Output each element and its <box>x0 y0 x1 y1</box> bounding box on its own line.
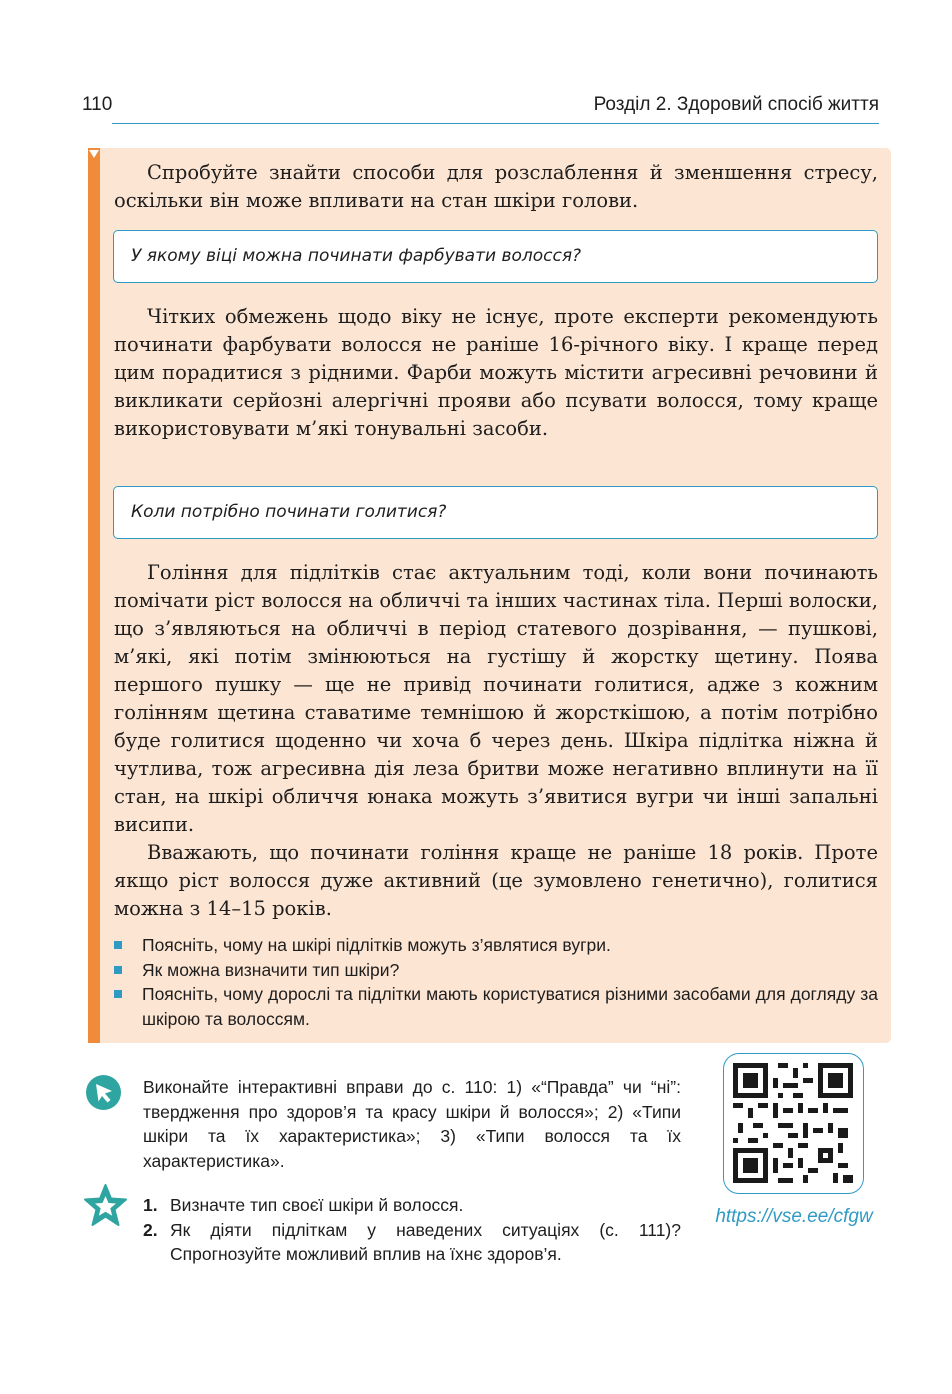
question-1-text: У якому віці можна починати фарбувати волосся? <box>131 246 582 266</box>
task-text: Визначте тип своєї шкіри й волосся. <box>170 1195 464 1215</box>
cursor-icon <box>86 1075 121 1110</box>
interactive-task-text: Виконайте інтерактивні вправи до с. 110: 1) «“Правда” чи “ні”: твердження про здоров’я та красу шкіри й волосся»; 2) «Типи шкіри та їх характеристика»; 3) «Типи волосся та їх характеристика». <box>143 1077 681 1171</box>
page-number: 110 <box>82 94 113 115</box>
triangle-marker-icon <box>89 150 99 158</box>
answer-2-paragraph-2: Вважають, що починати гоління краще не раніше 18 років. Проте якщо ріст волосся дуже активний (це зумовлено генетично), голитися можна з 14–15 років. <box>114 841 878 920</box>
question-2-text: Коли потрібно починати голитися? <box>131 502 447 522</box>
task-number: 1. <box>143 1195 158 1215</box>
star-icon <box>83 1183 128 1228</box>
list-item <box>143 1193 681 1218</box>
answer-1-paragraph: Чітких обмежень щодо віку не існує, проте експерти рекомендують починати фарбувати волосся не раніше 16-річного віку. І краще перед цим порадитися з рідними. Фарби можуть містити агресивні речовини й викликати серйозні алергічні прояви або псувати волосся, тому краще використовувати м’які тонувальні засоби. <box>114 305 878 440</box>
square-bullet-icon <box>114 990 122 998</box>
page-header <box>82 94 879 124</box>
question-box-1 <box>113 230 878 283</box>
info-box <box>88 148 891 1043</box>
task-text: Як діяти підліткам у наведених ситуаціях (с. 111)? Спрогнозуйте можливий вплив на їхнє здоров’я. <box>170 1219 681 1264</box>
qr-code[interactable] <box>723 1053 864 1194</box>
task-number: 2. <box>143 1219 158 1240</box>
list-item <box>114 982 878 1031</box>
list-item <box>143 1218 681 1267</box>
list-item <box>114 933 878 958</box>
task-list <box>143 1193 681 1267</box>
question-box-2 <box>113 486 878 539</box>
question-list <box>114 933 878 1031</box>
header-divider <box>112 123 879 124</box>
square-bullet-icon <box>114 941 122 949</box>
list-item <box>114 958 878 983</box>
square-bullet-icon <box>114 966 122 974</box>
bullet-text: Поясніть, чому дорослі та підлітки мають користуватися різними засобами для догляду за шкірою та волоссям. <box>142 984 878 1029</box>
qr-link[interactable]: https://vse.ee/cfgw <box>715 1206 873 1227</box>
chapter-title: Розділ 2. Здоровий спосіб життя <box>593 94 879 115</box>
answer-2-paragraph-1: Гоління для підлітків стає актуальним тоді, коли вони починають помічати ріст волосся на обличчі та інших частинах тіла. Перші волоски, що з’являються на обличчі в період статевого дозрівання, — пушкові, м’які, які потім змінюються на густішу й жорстку щетину. Поява першого пушку — ще не привід починати голитися, адже з кожним голінням щетина ставатиме темнішою й жорсткішою, а потім потрібно буде голитися щоденно чи хоча б через день. Шкіра підлітка ніжна й чутлива, тож агресивна дія леза бритви може негативно вплинути на її стан, на шкірі обличчя юнака можуть з’явитися вугри чи інші запальні висипи. <box>114 561 878 836</box>
box-accent-bar <box>88 148 100 1043</box>
bullet-text: Поясніть, чому на шкірі підлітків можуть з’являтися вугри. <box>142 935 611 955</box>
bullet-text: Як можна визначити тип шкіри? <box>142 959 400 980</box>
intro-paragraph: Спробуйте знайти способи для розслаблення й зменшення стресу, оскільки він може впливати на стан шкіри голови. <box>114 161 878 212</box>
